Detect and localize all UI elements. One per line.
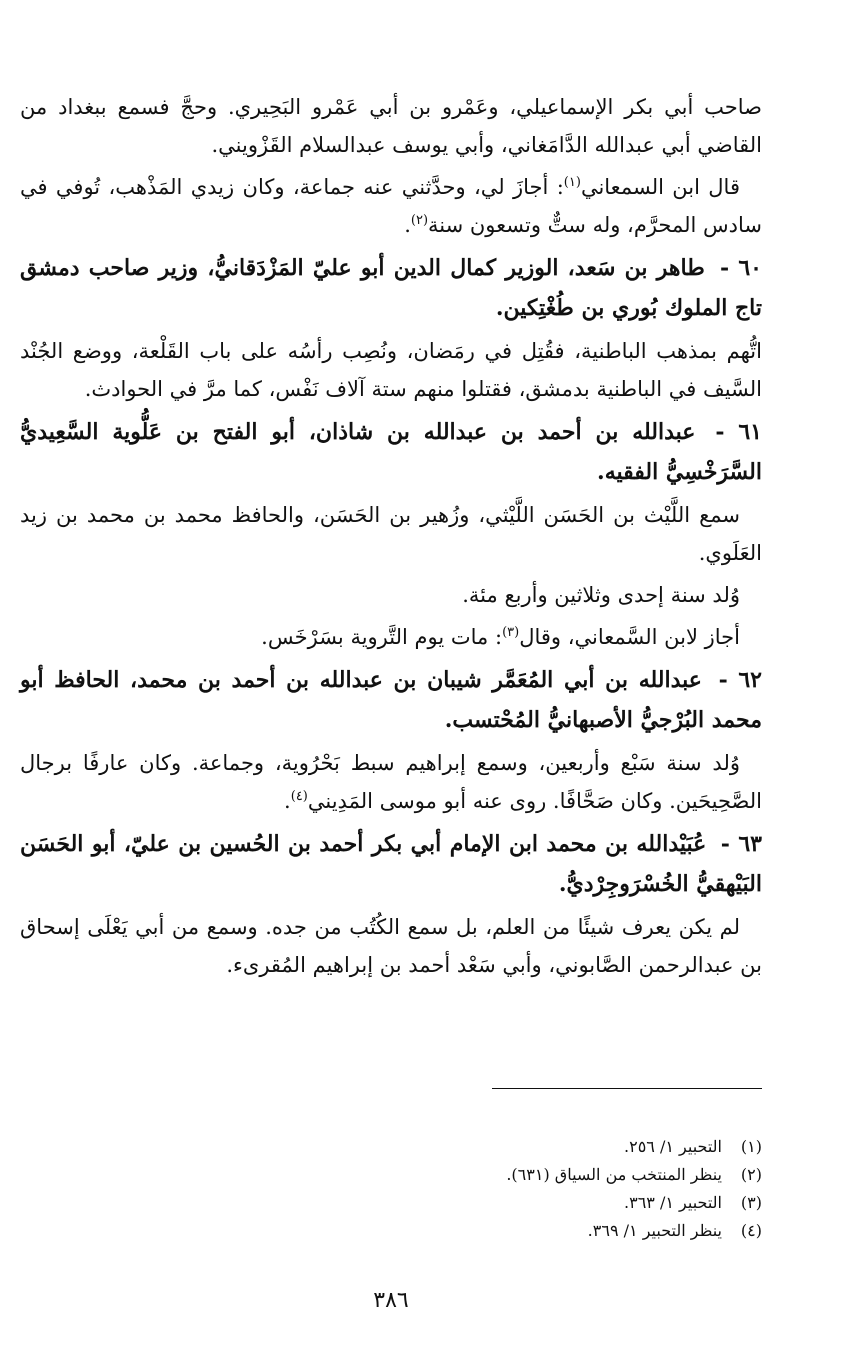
footnote-ref: (٤) — [290, 789, 308, 804]
footnote-text: ينظر المنتخب من السياق (٦٣١). — [506, 1165, 722, 1184]
paragraph-text: اتُّهم بمذهب الباطنية، فقُتِل في رمَضان، ونُصِب رأسُه على باب القَلْعة، ووضع الجُنْد السَّيف في الباطنية بدمشق، فقتلوا منهم ستة آلاف نَفْس، كما مرَّ في الحوادث. — [20, 339, 762, 401]
footnote-number: (٣) — [740, 1193, 762, 1212]
entry-number: ٦٢ - — [718, 667, 762, 693]
paragraph-text: . — [404, 213, 411, 237]
footnote — [20, 1161, 762, 1189]
paragraph-text: سمع اللَّيْث بن الحَسَن اللَّيْثي، وزُهير بن الحَسَن، والحافظ محمد بن محمد بن زيد العَلَوي. — [20, 503, 762, 565]
footnote-text: ينظر التحبير ١/ ٣٦٩. — [587, 1221, 722, 1240]
footnotes — [20, 1133, 762, 1245]
paragraph-text: : مات يوم التَّروية بسَرْخَس. — [261, 625, 503, 649]
paragraph — [20, 744, 762, 820]
entry-number: ٦٠ - — [719, 255, 762, 281]
paragraph-text: لم يكن يعرف شيئًا من العلم، بل سمع الكُتُب من جده. وسمع من أبي يَعْلَى إسحاق بن عبدالرحمن الصَّابوني، وأبي سَعْد أحمد بن إبراهيم المُقرىء. — [20, 915, 762, 977]
paragraph — [20, 88, 762, 164]
footnote-number: (١) — [740, 1137, 762, 1156]
paragraph — [20, 496, 762, 572]
footnote-ref: (١) — [563, 175, 581, 190]
paragraph — [20, 576, 762, 614]
footnote-number: (٢) — [740, 1165, 762, 1184]
footnote-ref: (٣) — [502, 625, 520, 640]
entry-title: عُبَيْدالله بن محمد ابن الإمام أبي بكر أحمد بن الحُسين بن عليّ، أبو الحَسَن البَيْهقيُّ الخُسْرَوجِرْديُّ. — [20, 831, 762, 897]
paragraph — [20, 168, 762, 244]
footnote-number: (٤) — [740, 1221, 762, 1240]
paragraph-text: : أجازَ لي، وحدَّثني عنه جماعة، وكان زيدي المَذْهب، تُوفي في سادس المحرَّم، وله ستٌّ وتسعون سنة — [20, 175, 762, 237]
entry-heading — [20, 824, 762, 904]
footnote — [20, 1133, 762, 1161]
entry-title: عبدالله بن أبي المُعَمَّر شيبان بن عبدالله بن أحمد بن محمد، الحافظ أبو محمد البُرْجيُّ الأصبهانيُّ المُحْتسب. — [20, 667, 762, 733]
footnote-text: التحبير ١/ ٣٦٣. — [624, 1193, 722, 1212]
footnote — [20, 1189, 762, 1217]
entry-heading — [20, 248, 762, 328]
paragraph — [20, 908, 762, 984]
paragraph-text: صاحب أبي بكر الإسماعيلي، وعَمْرو بن أبي عَمْرو البَحِيري. وحجَّ فسمع ببغداد من القاضي أبي عبدالله الدَّامَغاني، وأبي يوسف عبدالسلام القَزْويني. — [20, 95, 762, 157]
paragraph — [20, 618, 762, 656]
book-page — [20, 88, 762, 1358]
paragraph — [20, 332, 762, 408]
entry-heading — [20, 660, 762, 740]
paragraph-text: . — [284, 789, 291, 813]
entry-title: طاهر بن سَعد، الوزير كمال الدين أبو عليّ المَزْدَقانيُّ، وزير صاحب دمشق تاج الملوك بُوري بن طُغْتِكين. — [20, 255, 762, 321]
footnote — [20, 1217, 762, 1245]
entry-title: عبدالله بن أحمد بن عبدالله بن شاذان، أبو الفتح بن عَلُّوية السَّعِيديُّ السَّرَخْسِيُّ الفقيه. — [20, 419, 762, 485]
main-text — [20, 88, 762, 984]
paragraph-text: وُلد سنة سَبْع وأربعين، وسمع إبراهيم سبط بَحْرُوية، وجماعة. وكان عارفًا برجال الصَّحِيحَين. وكان صَحَّافًا. روى عنه أبو موسى المَدِيني — [20, 751, 762, 813]
entry-number: ٦٣ - — [720, 831, 762, 857]
paragraph-text: قال ابن السمعاني — [580, 175, 740, 199]
entry-heading — [20, 412, 762, 492]
footnote-divider — [492, 1088, 762, 1089]
entry-number: ٦١ - — [715, 419, 762, 445]
footnote-ref: (٢) — [410, 213, 429, 228]
paragraph-text: وُلد سنة إحدى وثلاثين وأربع مئة. — [462, 583, 740, 607]
footnote-text: التحبير ١/ ٢٥٦. — [624, 1137, 722, 1156]
page-number: ٣٨٦ — [373, 1288, 409, 1313]
paragraph-text: أجاز لابن السَّمعاني، وقال — [519, 625, 740, 649]
